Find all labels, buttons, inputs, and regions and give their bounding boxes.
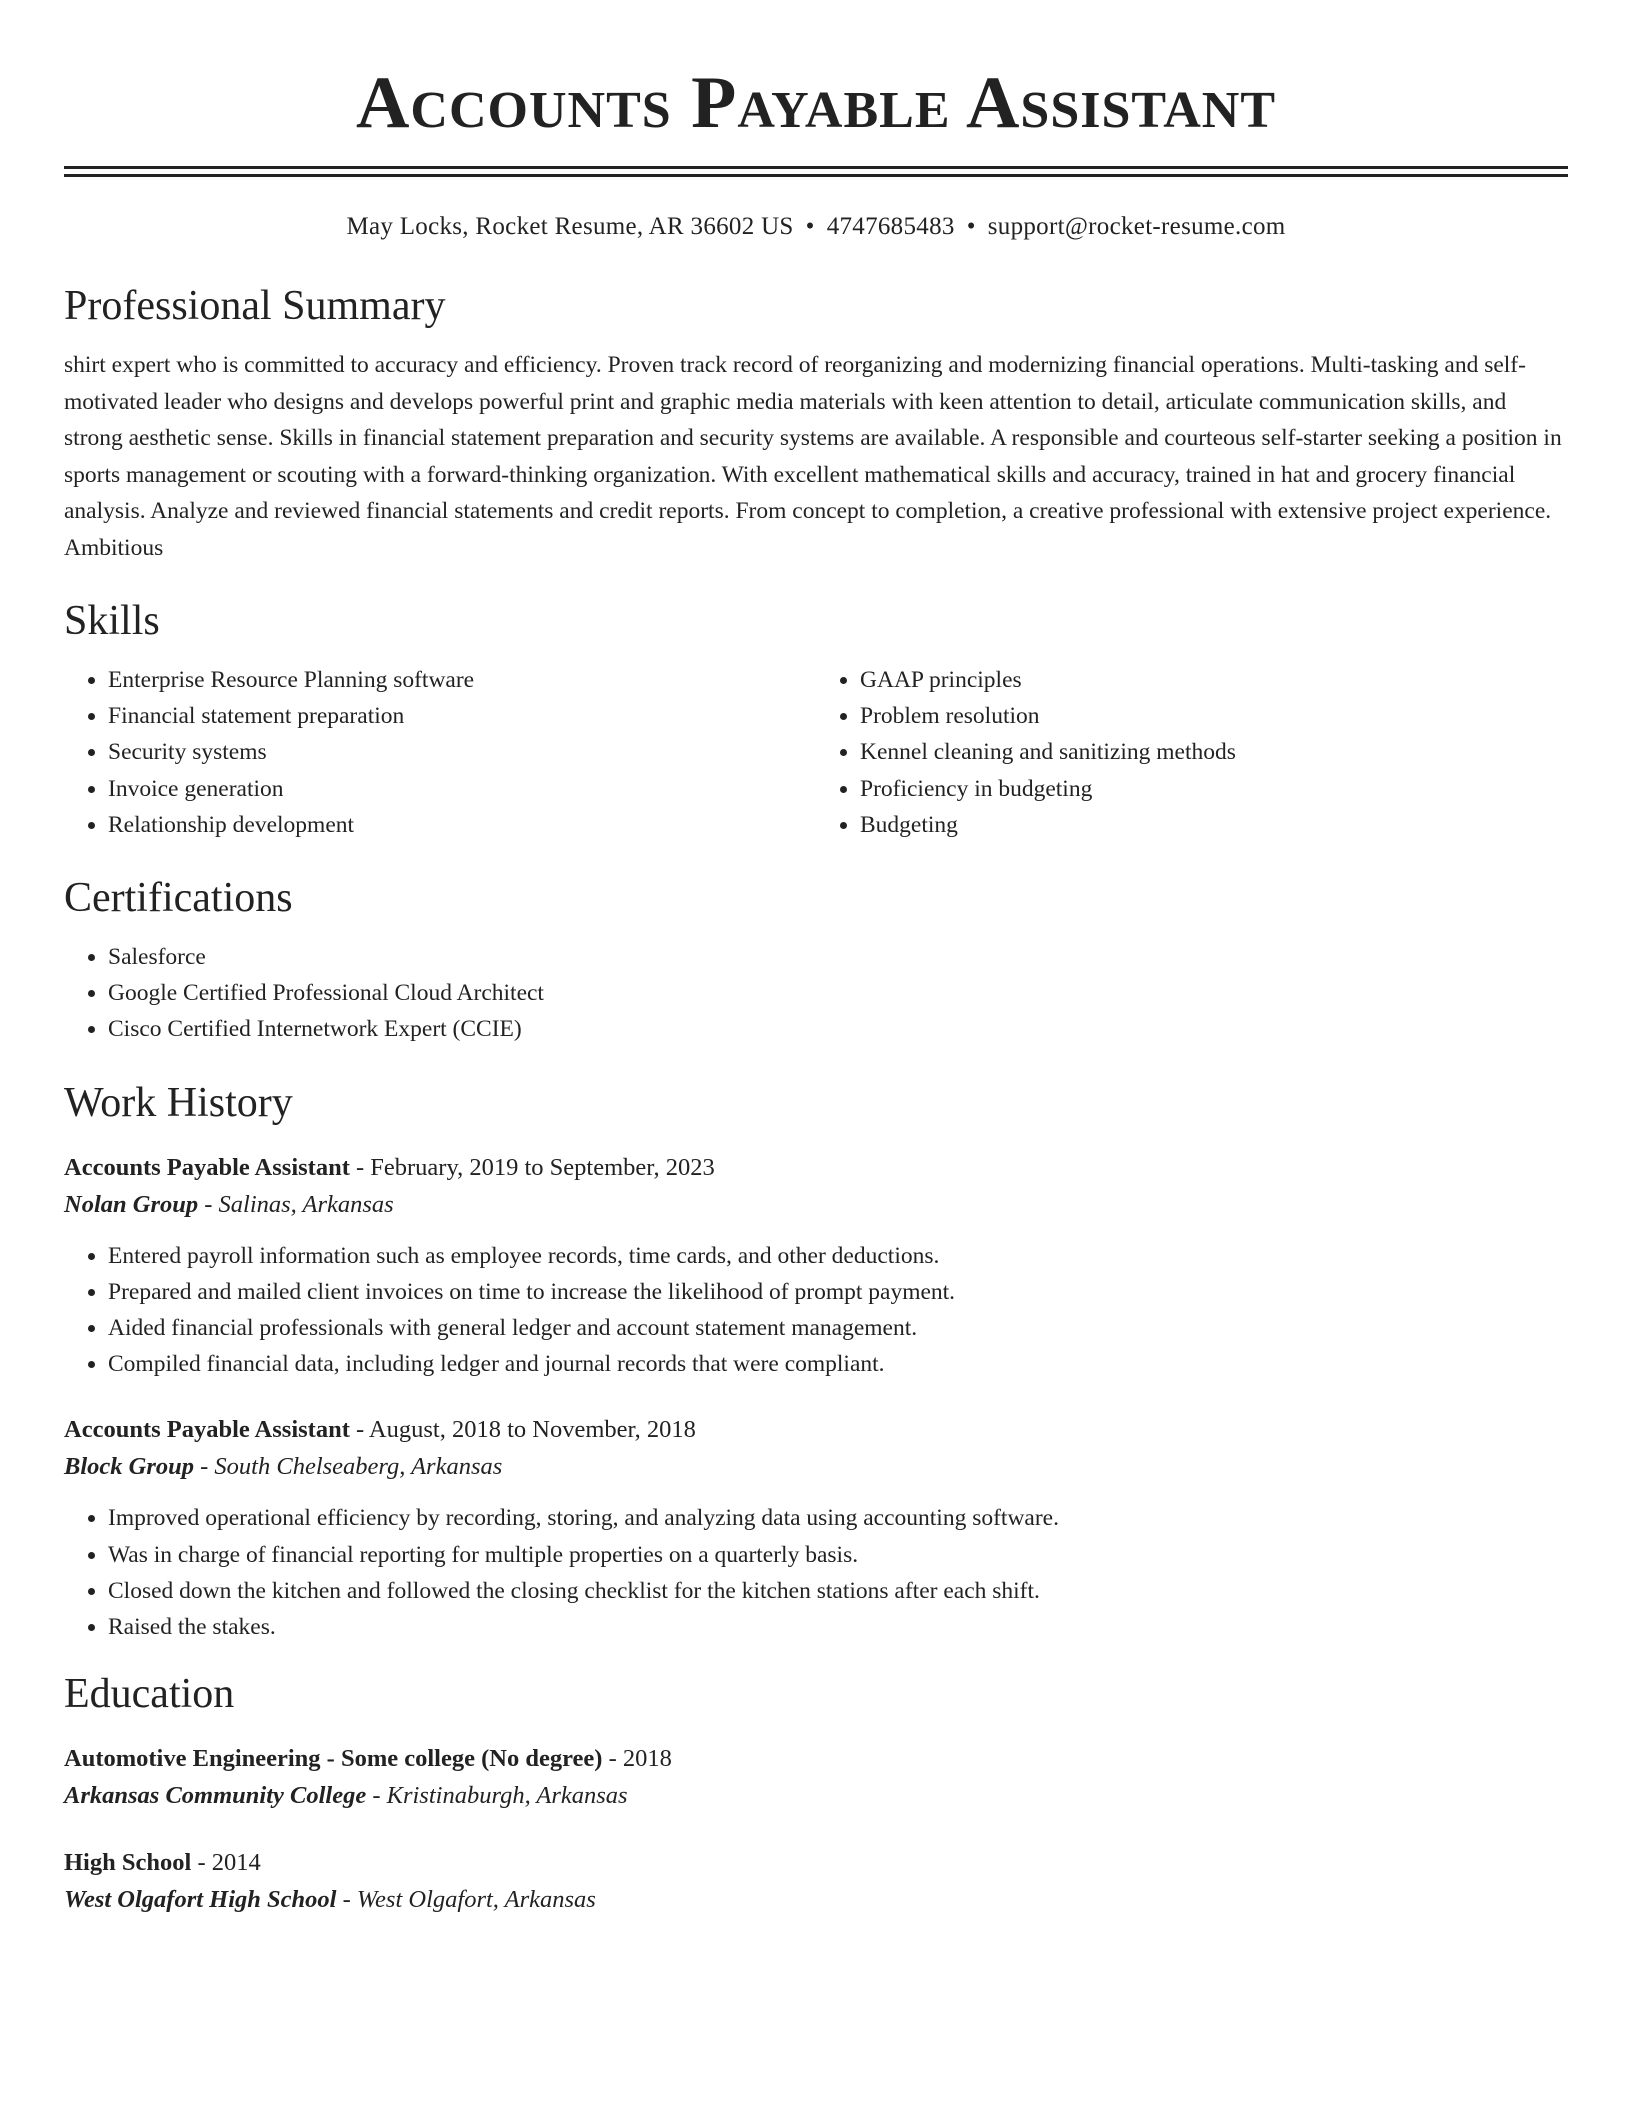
job-title-line <box>64 1412 1568 1448</box>
education-year: - 2014 <box>191 1849 261 1877</box>
skill-item: • Relationship development <box>108 807 816 843</box>
job-dates: - August, 2018 to November, 2018 <box>349 1416 696 1444</box>
education-school: West Olgafort High School <box>64 1886 337 1914</box>
job-bullet: • Prepared and mailed client invoices on time to increase the likelihood of prompt payment. <box>108 1274 1568 1310</box>
contact-address: May Locks, Rocket Resume, AR 36602 US <box>346 213 794 240</box>
job-title: Accounts Payable Assistant <box>64 1153 350 1181</box>
contact-email: support@rocket-resume.com <box>987 213 1286 240</box>
resume-title: Accounts Payable Assistant <box>355 62 1277 144</box>
job-entry <box>64 1412 1568 1645</box>
skills-right-list <box>816 662 1568 843</box>
certification-item: • Cisco Certified Internetwork Expert (CCIE) <box>108 1011 1568 1047</box>
job-bullet: • Closed down the kitchen and followed the closing checklist for the kitchen stations after each shift. <box>108 1573 1568 1609</box>
job-company: Block Group <box>64 1453 195 1481</box>
job-bullet: • Improved operational efficiency by recording, storing, and analyzing data using accounting software. <box>108 1500 1568 1536</box>
certification-item: • Salesforce <box>108 939 1568 975</box>
job-company-line <box>64 1186 1568 1224</box>
job-bullets <box>64 1238 1568 1383</box>
job-location: - South Chelseaberg, Arkansas <box>194 1453 503 1481</box>
job-entry <box>64 1150 1568 1383</box>
skill-item: • Invoice generation <box>108 771 816 807</box>
job-company-line <box>64 1448 1568 1486</box>
skill-item: • Enterprise Resource Planning software <box>108 662 816 698</box>
job-bullet: • Raised the stakes. <box>108 1609 1568 1645</box>
job-company: Nolan Group <box>64 1190 199 1218</box>
certifications-section <box>64 873 1568 1048</box>
job-bullet: • Aided financial professionals with general ledger and account statement management. <box>108 1310 1568 1346</box>
summary-heading: Professional Summary <box>64 283 446 329</box>
education-location: - Kristinaburgh, Arkansas <box>366 1782 628 1810</box>
work-history-section <box>64 1078 1568 1646</box>
education-entry <box>64 1845 1568 1919</box>
skill-item: • Proficiency in budgeting <box>860 771 1568 807</box>
summary-section <box>64 281 1568 566</box>
skills-section <box>64 596 1568 843</box>
education-school-line <box>64 1777 1568 1815</box>
contact-separator: • <box>966 213 976 240</box>
education-degree: High School <box>64 1849 192 1877</box>
certifications-list <box>64 939 1568 1048</box>
skill-item: • Financial statement preparation <box>108 698 816 734</box>
title-divider <box>64 166 1568 177</box>
skill-item: • Problem resolution <box>860 698 1568 734</box>
education-entry <box>64 1741 1568 1815</box>
job-dates: - February, 2019 to September, 2023 <box>349 1153 715 1181</box>
skills-columns <box>64 662 1568 843</box>
education-degree: Automotive Engineering - Some college (No degree) <box>64 1745 603 1773</box>
education-section <box>64 1669 1568 1919</box>
skill-item: • Security systems <box>108 734 816 770</box>
skills-left-list <box>64 662 816 843</box>
certifications-heading: Certifications <box>64 875 293 922</box>
education-location: - West Olgafort, Arkansas <box>336 1886 596 1914</box>
job-location: - Salinas, Arkansas <box>198 1190 394 1218</box>
education-school-line <box>64 1881 1568 1919</box>
job-title: Accounts Payable Assistant <box>64 1416 350 1444</box>
job-bullet: • Compiled financial data, including ledger and journal records that were compliant. <box>108 1346 1568 1382</box>
skill-item: • Kennel cleaning and sanitizing methods <box>860 734 1568 770</box>
education-degree-line <box>64 1741 1568 1777</box>
job-bullet: • Was in charge of financial reporting for multiple properties on a quarterly basis. <box>108 1537 1568 1573</box>
job-bullet: • Entered payroll information such as employee records, time cards, and other deductions. <box>108 1238 1568 1274</box>
job-bullets <box>64 1500 1568 1645</box>
education-heading: Education <box>64 1671 235 1718</box>
contact-phone: 4747685483 <box>826 213 955 240</box>
education-school: Arkansas Community College <box>64 1782 367 1810</box>
certification-item: • Google Certified Professional Cloud Architect <box>108 975 1568 1011</box>
job-title-line <box>64 1150 1568 1186</box>
education-degree-line <box>64 1845 1568 1881</box>
education-year: - 2018 <box>602 1745 672 1773</box>
contact-separator: • <box>805 213 815 240</box>
skills-heading: Skills <box>64 598 160 644</box>
summary-text: shirt expert who is committed to accuracy and efficiency. Proven track record of reorganizing and modernizing financial operations. Multi-tasking and self-motivated leader who designs and develops powerful print and graphic media materials with keen attention to detail, articulate communication skills, and strong aesthetic sense. Skills in financial statement preparation and security systems are available. A responsible and courteous self-starter seeking a position in sports management or scouting with a forward-thinking organization. With excellent mathematical skills and accuracy, trained in hat and grocery financial analysis. Analyze and reviewed financial statements and credit reports. From concept to completion, a creative professional with extensive project experience. Ambitious <box>64 352 1562 561</box>
skill-item: • GAAP principles <box>860 662 1568 698</box>
work-history-heading: Work History <box>64 1079 293 1126</box>
skill-item: • Budgeting <box>860 807 1568 843</box>
contact-line <box>64 213 1568 241</box>
